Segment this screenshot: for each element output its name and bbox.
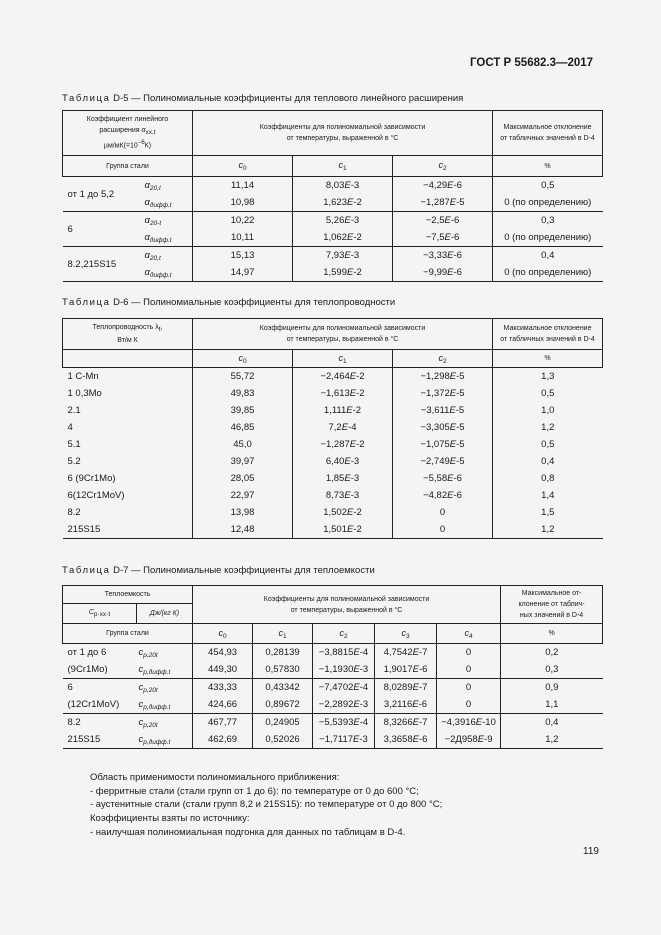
cell-c1: 6,40E-3	[293, 453, 393, 470]
cell-c2: −1,7117E-3	[313, 731, 375, 749]
cell-max: 0 (по определению)	[493, 194, 603, 212]
coef-symbol: $\alpha_{дифф.t}$	[144, 231, 172, 244]
cell-c0: 467,77	[193, 714, 253, 732]
cell-c1: 8,73E-3	[293, 487, 393, 504]
header-percent: %	[493, 156, 603, 177]
cell-c1: 1,501E-2	[293, 521, 393, 539]
table-row	[63, 696, 603, 714]
cell-c2: 0	[393, 521, 493, 539]
steel-group: 6	[63, 212, 143, 247]
header-max-deviation: Максимальное отклонение от табличных значений в D-4	[493, 319, 603, 350]
cell-c0: 10,98	[193, 194, 293, 212]
coef-symbol: $c_{p,дифф.t}$	[137, 731, 193, 749]
cell-max: 0,8	[493, 470, 603, 487]
cell-max: 0,4	[493, 247, 603, 265]
header-percent: %	[493, 350, 603, 368]
cell-c2: −5,5393E-4	[313, 714, 375, 732]
header-c0: $c_0$	[193, 350, 293, 368]
cell-c1: 8,03E-3	[293, 177, 393, 195]
cell-c2: −4,82E-6	[393, 487, 493, 504]
notes	[90, 771, 442, 840]
cell-c0: 14,97	[193, 264, 293, 282]
table-row	[63, 487, 603, 504]
note-line: - аустенитные стали (стали групп 8,2 и 215S15): по температуре от 0 до 800 °С;	[90, 799, 443, 811]
cell-c0: 424,66	[193, 696, 253, 714]
table-row	[63, 419, 603, 436]
cell-c3: 4,7542E-7	[375, 644, 437, 662]
table-row	[63, 504, 603, 521]
cell-c2: −7,5E-6	[393, 229, 493, 247]
cell-c0: 462,69	[193, 731, 253, 749]
header-coefficients: Коэффициенты для полиномиальной зависимости от температуры, выраженной в °С	[193, 319, 493, 350]
header-unit: Дж/(кг К)	[137, 604, 193, 624]
cell-c1: −2,464E-2	[293, 368, 393, 386]
cell-c0: 433,33	[193, 679, 253, 697]
cell-max: 0 (по определению)	[493, 229, 603, 247]
steel-group: 8.2,215S15	[63, 247, 143, 282]
table-d5	[62, 110, 603, 282]
cell-c0: 12,48	[193, 521, 293, 539]
row-label: 2.1	[67, 405, 81, 416]
table-d5-caption: Таблица D-5 — Полиномиальные коэффициенты для теплового линейного расширения	[62, 93, 464, 104]
page-number: 119	[583, 846, 599, 857]
cell-c2: 0	[393, 504, 493, 521]
row-label: 215S15	[63, 731, 137, 749]
table-row	[63, 714, 603, 732]
cell-c1: 1,111E-2	[293, 402, 393, 419]
cell-c2: −2,5E-6	[393, 212, 493, 230]
cell-c0: 15,13	[193, 247, 293, 265]
table-row	[63, 453, 603, 470]
row-label: (9Cr1Mo)	[67, 664, 108, 675]
cell-c4: −2Д958E-9	[437, 731, 501, 749]
cell-c3: 1,9017E-6	[375, 661, 437, 679]
standard-number: ГОСТ Р 55682.3—2017	[470, 57, 594, 69]
cell-c1: 1,599E-2	[293, 264, 393, 282]
coef-symbol: $\alpha_{20,t}$	[143, 247, 193, 265]
cell-c0: 449,30	[193, 661, 253, 679]
header-steel-group: Группа стали	[63, 624, 193, 644]
cell-max: 0,5	[493, 436, 603, 453]
cell-max: 0,5	[493, 385, 603, 402]
cell-c2: −4,29E-6	[393, 177, 493, 195]
cell-c1: 1,502E-2	[293, 504, 393, 521]
cell-c2: −1,287E-5	[393, 194, 493, 212]
row-label: 6 (9Cr1Mo)	[67, 473, 116, 484]
header-c0: $c_0$	[193, 624, 253, 644]
table-d7-caption: Таблица D-7 — Полиномиальные коэффициенты для теплоемкости	[62, 565, 375, 576]
header-linear-coef: Коэффициент линейного расширения αxx,t $\mu м/мК(=10^{-6}К)$	[63, 111, 193, 156]
row-label: 1 0,3Mo	[67, 388, 102, 399]
header-c2: $c_2$	[313, 624, 375, 644]
note-line: Коэффициенты взяты по источнику:	[90, 813, 250, 825]
cell-c1: 7,93E-3	[293, 247, 393, 265]
table-d6	[62, 318, 603, 539]
table-row	[63, 521, 603, 539]
cell-c0: 55,72	[193, 368, 293, 386]
cell-c2: −3,305E-5	[393, 419, 493, 436]
row-label: 4	[67, 422, 73, 433]
cell-c2: −3,8815E-4	[313, 644, 375, 662]
row-label: 8.2	[67, 507, 81, 518]
cell-max: 1,2	[493, 521, 603, 539]
row-label: 1 C-Mn	[63, 368, 193, 386]
row-label: 6(12Cr1MoV)	[67, 490, 125, 501]
table-row	[63, 385, 603, 402]
note-line: - наилучшая полиномиальная подгонка для данных по таблицам в D-4.	[90, 826, 406, 838]
header-coefficients: Коэффициенты для полиномиальной зависимости от температуры, выраженной в °С	[193, 111, 493, 156]
cell-c2: −2,2892E-3	[313, 696, 375, 714]
cell-max: 1,2	[493, 419, 603, 436]
cell-c3: 8,0289E-7	[375, 679, 437, 697]
cell-c1: 5,26E-3	[293, 212, 393, 230]
cell-max: 1,5	[493, 504, 603, 521]
header-c2: $c_2$	[393, 350, 493, 368]
cell-c2: −9,99E-6	[393, 264, 493, 282]
cell-c2: −1,372E-5	[393, 385, 493, 402]
steel-group: от 1 до 5,2	[63, 177, 143, 212]
header-c2: $c_2$	[393, 156, 493, 177]
cell-c0: 454,93	[193, 644, 253, 662]
header-percent: %	[501, 624, 603, 644]
cell-c2: −1,1930E-3	[313, 661, 375, 679]
cell-c2: −3,33E-6	[393, 247, 493, 265]
cell-c1: 1,85E-3	[293, 470, 393, 487]
coef-symbol: $c_{p,20t}$	[137, 679, 193, 697]
cell-c2: −5,58E-6	[393, 470, 493, 487]
header-empty	[63, 350, 193, 368]
cell-c1: 0,89672	[253, 696, 313, 714]
cell-c1: 1,062E-2	[293, 229, 393, 247]
cell-c3: 3,3658E-6	[375, 731, 437, 749]
cell-c3: 3,2116E-6	[375, 696, 437, 714]
table-row	[63, 661, 603, 679]
header-c1: $c_1$	[293, 156, 393, 177]
cell-c0: 39,85	[193, 402, 293, 419]
table-row	[63, 402, 603, 419]
coef-symbol: $\alpha_{20-t}$	[143, 212, 193, 230]
cell-c0: 39,97	[193, 453, 293, 470]
cell-c1: 0,57830	[253, 661, 313, 679]
cell-c0: 10,22	[193, 212, 293, 230]
coef-symbol: $c_{p,дифф.t}$	[138, 698, 171, 711]
table-d7	[62, 585, 603, 749]
cell-c0: 28,05	[193, 470, 293, 487]
header-c4: $c_4$	[437, 624, 501, 644]
header-coefficients: Коэффициенты для полиномиальной зависимости от температуры, выраженной в °С	[193, 586, 501, 624]
cell-max: 1,3	[493, 368, 603, 386]
header-max-deviation: Максимальное от- клонение от таблич- ных значений в D-4	[501, 586, 603, 624]
cell-c1: 7,2E-4	[293, 419, 393, 436]
cell-c0: 22,97	[193, 487, 293, 504]
cell-max: 0,2	[501, 644, 603, 662]
cell-c2: −3,611E-5	[393, 402, 493, 419]
coef-symbol: $\alpha_{дифф.t}$	[144, 196, 172, 209]
cell-c2: −1,298E-5	[393, 368, 493, 386]
cell-max: 1,1	[501, 696, 603, 714]
coef-symbol: $c_{p,дифф.t}$	[138, 663, 171, 676]
header-cp-symbol: Cp·xx·t	[63, 604, 137, 624]
header-heat-capacity: Теплоемкость	[63, 586, 193, 604]
coef-symbol: $\alpha_{дифф.t}$	[143, 264, 193, 282]
cell-c0: 11,14	[193, 177, 293, 195]
note-line: - ферритные стали (стали групп от 1 до 6): по температуре от 0 до 600 °С;	[90, 785, 419, 797]
cell-max: 0 (по определению)	[493, 264, 603, 282]
cell-c1: 0,24905	[253, 714, 313, 732]
cell-c0: 13,98	[193, 504, 293, 521]
cell-c4: 0	[437, 696, 501, 714]
cell-c1: 0,28139	[253, 644, 313, 662]
table-row	[63, 731, 603, 749]
cell-c1: 0,43342	[253, 679, 313, 697]
header-steel-group: Группа стали	[63, 156, 193, 177]
cell-c4: 0	[437, 644, 501, 662]
table-row	[63, 644, 603, 662]
cell-c4: −4,3916E-10	[437, 714, 501, 732]
row-label: 215S15	[63, 521, 193, 539]
header-c3: $c_3$	[375, 624, 437, 644]
cell-c0: 10,11	[193, 229, 293, 247]
row-label: 5.2	[67, 456, 81, 467]
cell-c1: −1,287E-2	[293, 436, 393, 453]
header-max-deviation: Максимальное отклонение от табличных значений в D-4	[493, 111, 603, 156]
cell-c4: 0	[437, 679, 501, 697]
cell-max: 1,2	[501, 731, 603, 749]
cell-max: 0,4	[493, 453, 603, 470]
cell-c2: −7,4702E-4	[313, 679, 375, 697]
header-c1: $c_1$	[253, 624, 313, 644]
row-label: 5.1	[67, 439, 81, 450]
table-d6-caption: Таблица D-6 — Полиномиальные коэффициенты для теплопроводности	[62, 297, 396, 308]
cell-c1: −1,613E-2	[293, 385, 393, 402]
cell-c0: 45,0	[193, 436, 293, 453]
cell-c4: 0	[437, 661, 501, 679]
header-c1: $c_1$	[293, 350, 393, 368]
cell-max: 0,4	[501, 714, 603, 732]
cell-c3: 8,3266E-7	[375, 714, 437, 732]
table-row	[63, 436, 603, 453]
table-row	[63, 679, 603, 697]
row-label: 8.2	[63, 714, 137, 732]
cell-max: 1,0	[493, 402, 603, 419]
table-row	[63, 470, 603, 487]
coef-symbol: $\alpha_{20,t}$	[143, 177, 193, 195]
cell-c2: −1,075E-5	[393, 436, 493, 453]
cell-max: 0,5	[493, 177, 603, 195]
cell-max: 0,9	[501, 679, 603, 697]
coef-symbol: $c_{p,20t}$	[137, 644, 193, 662]
row-label: от 1 до 6	[63, 644, 137, 662]
cell-c0: 49,83	[193, 385, 293, 402]
table-row	[63, 368, 603, 386]
note-line: Область применимости полиномиального приближения:	[90, 772, 340, 783]
cell-c1: 0,52026	[253, 731, 313, 749]
coef-symbol: $c_{p,20t}$	[137, 714, 193, 732]
cell-c0: 46,85	[193, 419, 293, 436]
row-label: 6	[63, 679, 137, 697]
cell-max: 1,4	[493, 487, 603, 504]
cell-c2: −2,749E-5	[393, 453, 493, 470]
header-conductivity: Теплопроводность λt, Вт/м К	[63, 319, 193, 350]
cell-max: 0,3	[493, 212, 603, 230]
header-c0: $c_0$	[193, 156, 293, 177]
row-label: (12Cr1MoV)	[67, 699, 120, 710]
cell-c1: 1,623E-2	[293, 194, 393, 212]
cell-max: 0,3	[501, 661, 603, 679]
